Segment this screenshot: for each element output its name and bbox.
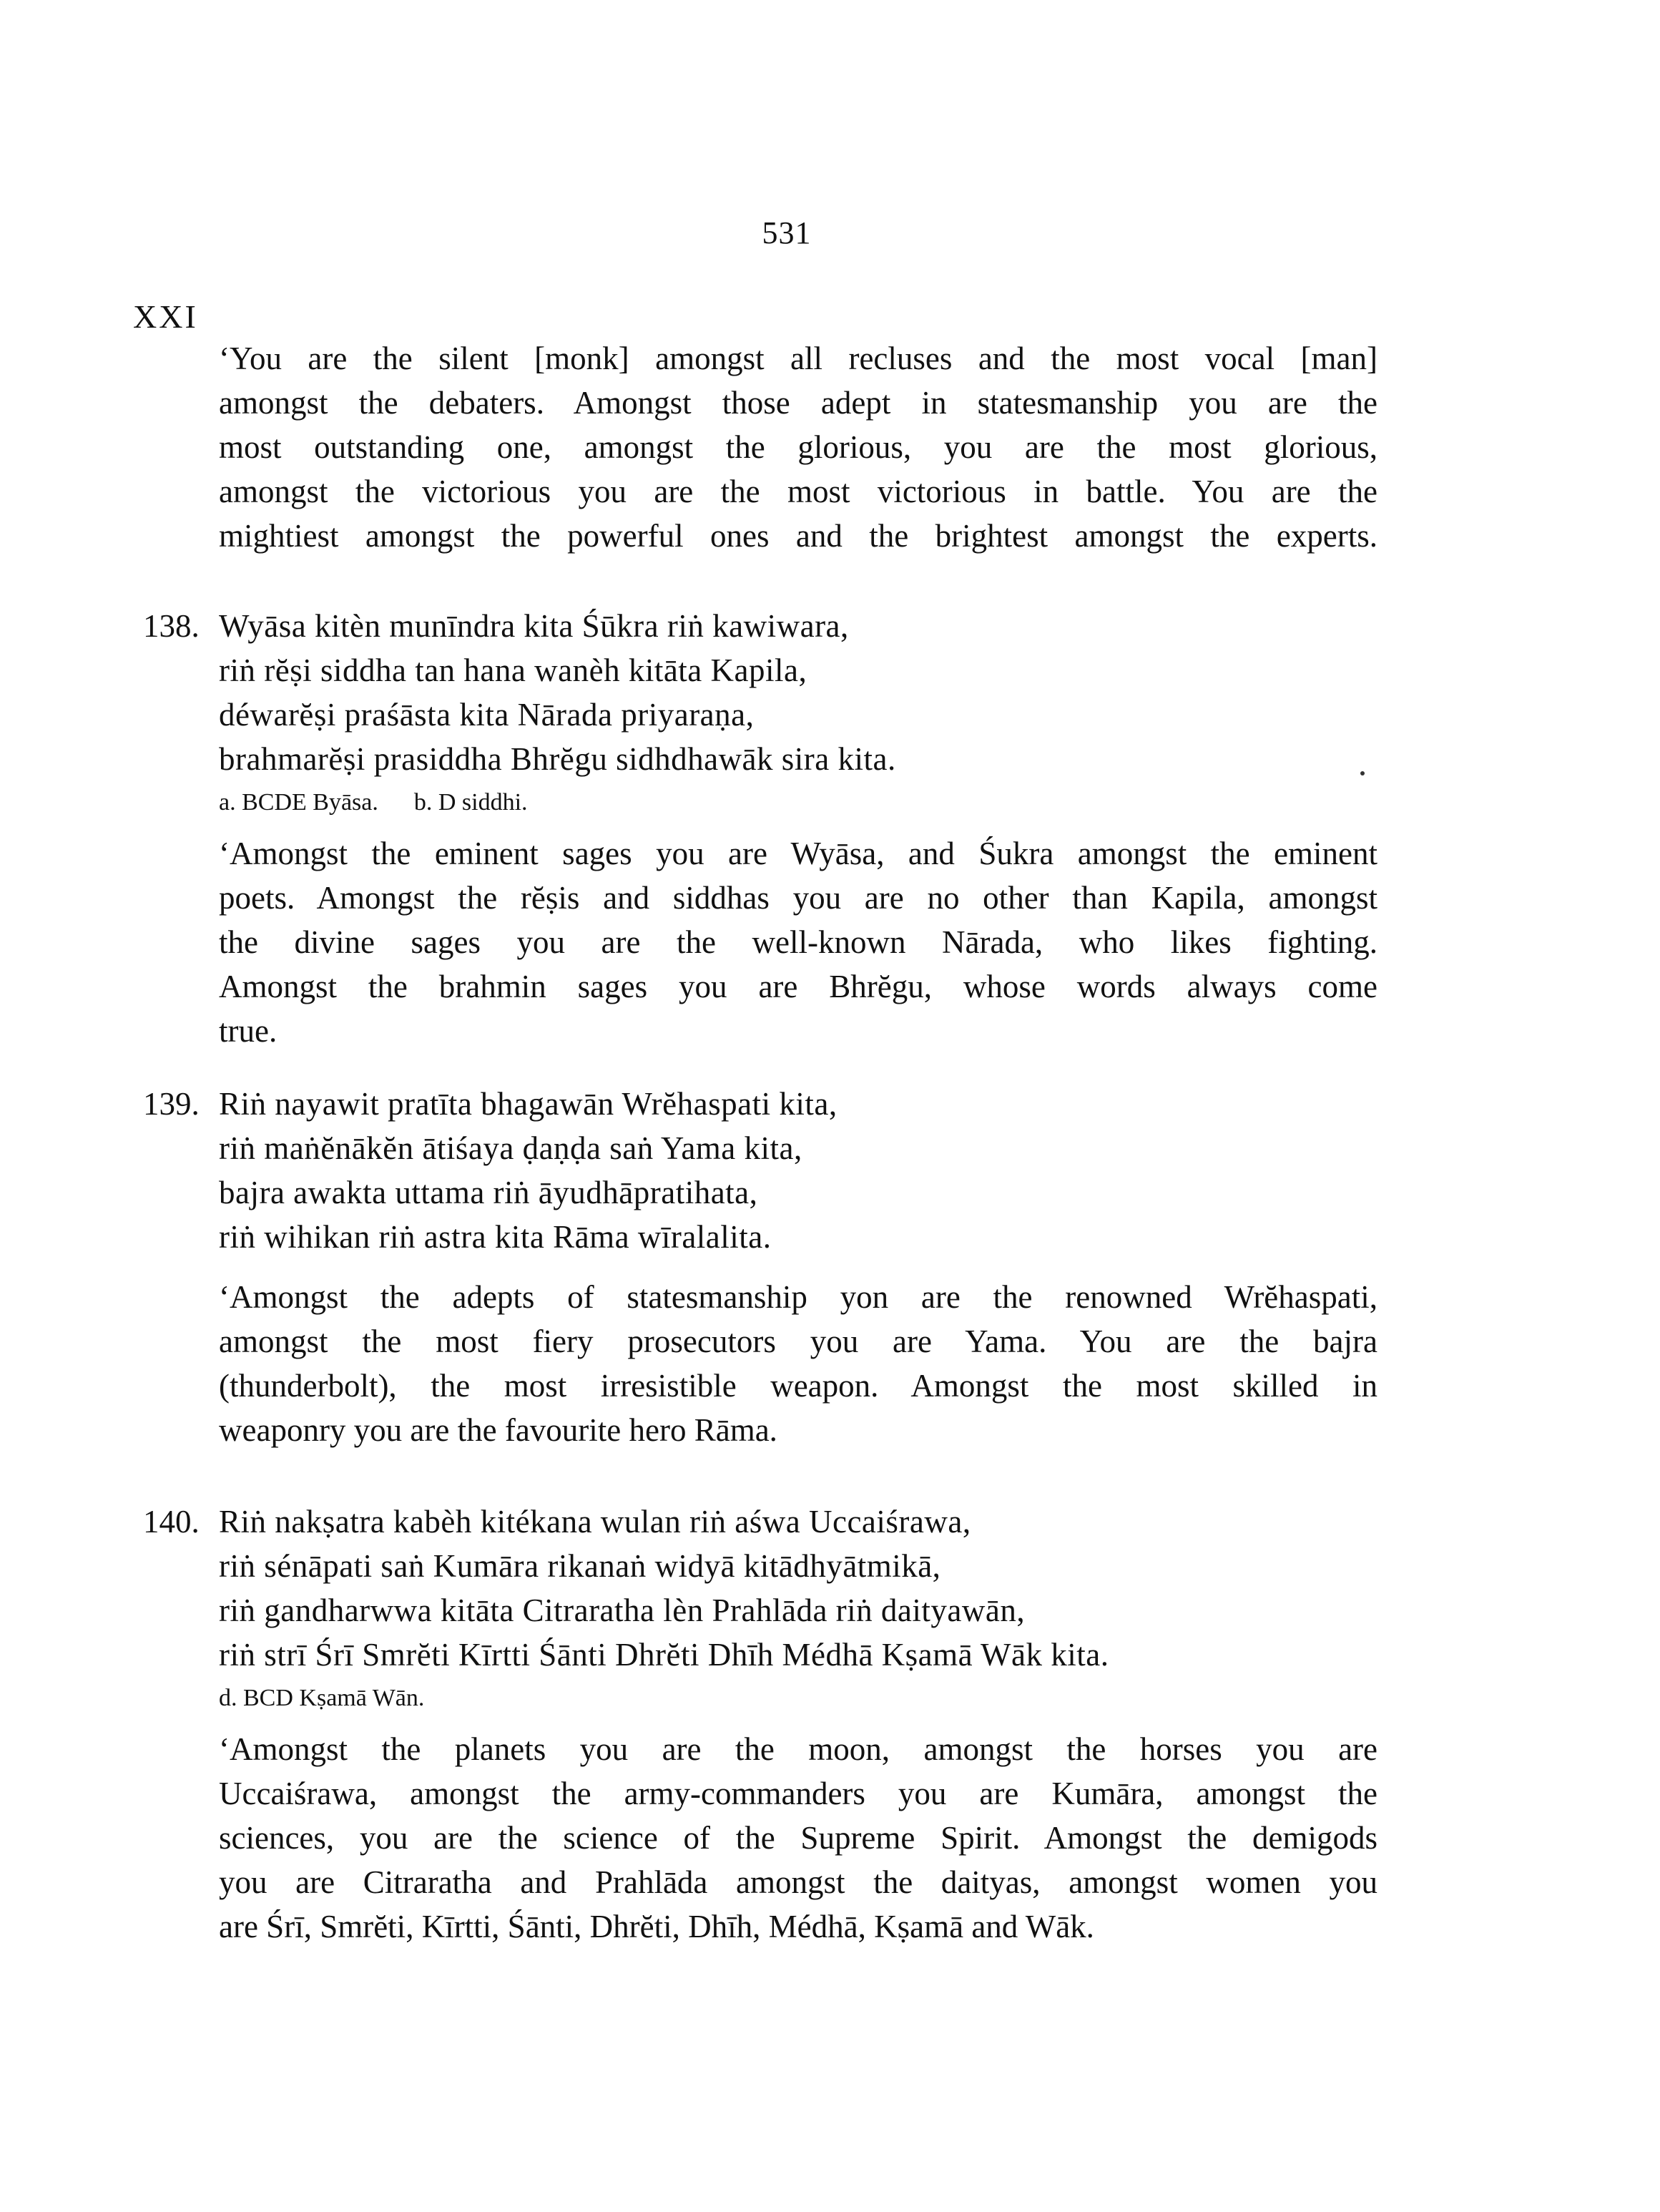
- verse-138: [143, 604, 1377, 1053]
- intro-line: ‘You are the silent [monk] amongst all recluses and the most vocal [man]: [219, 341, 1377, 376]
- verse-line: brahmarĕṣi prasiddha Bhrĕgu sidhdhawāk sira kita.: [219, 741, 896, 777]
- translation-line: ‘Amongst the eminent sages you are Wyāsa, and Śukra amongst the eminent: [219, 836, 1377, 871]
- intro-line: amongst the debaters. Amongst those adept in statesmanship you are the: [219, 385, 1377, 421]
- verse-number: 140.: [143, 1504, 200, 1540]
- intro-translation: [219, 336, 1377, 558]
- footnote: a. BCDE Byāsa.: [219, 789, 378, 816]
- verse-line: Wyāsa kitèn munīndra kita Śūkra riṅ kawiwara,: [219, 608, 849, 644]
- verse-number: 138.: [143, 608, 200, 644]
- verse-line: déwarĕṣi praśāsta kita Nārada priyaraṇa,: [219, 697, 755, 733]
- footnotes: [219, 784, 1377, 821]
- verse-line: riṅ sénāpati saṅ Kumāra rikanaṅ widyā kitādhyātmikā,: [219, 1548, 941, 1584]
- intro-line: amongst the victorious you are the most victorious in battle. You are the: [219, 474, 1377, 509]
- verse-line: bajra awakta uttama riṅ āyudhāpratihata,: [219, 1175, 758, 1210]
- verse-line: riṅ wihikan riṅ astra kita Rāma wīralalita.: [219, 1219, 772, 1255]
- page-number: 531: [762, 215, 812, 250]
- verse-140: [143, 1499, 1377, 1949]
- translation-line: poets. Amongst the rĕṣis and siddhas you are no other than Kapila, amongst: [219, 880, 1377, 916]
- verse-line: Riṅ nakṣatra kabèh kitékana wulan riṅ aśwa Uccaiśrawa,: [219, 1504, 971, 1540]
- verse-number: 139.: [143, 1086, 200, 1122]
- translation-line: Amongst the brahmin sages you are Bhrĕgu, whose words always come: [219, 969, 1377, 1004]
- translation-line: you are Citraratha and Prahlāda amongst the daityas, amongst women you: [219, 1864, 1377, 1900]
- footnote: d. BCD Kṣamā Wān.: [219, 1685, 425, 1711]
- footnotes: [219, 1680, 1377, 1717]
- verse-139: [143, 1082, 1377, 1452]
- translation-line: weaponry you are the favourite hero Rāma.: [219, 1412, 777, 1448]
- translation-line: ‘Amongst the adepts of statesmanship yon are the renowned Wrĕhaspati,: [219, 1279, 1377, 1315]
- verse-line: Riṅ nayawit pratīta bhagawān Wrĕhaspati kita,: [219, 1086, 838, 1122]
- section-heading: XXI: [133, 298, 198, 335]
- translation-line: amongst the most fiery prosecutors you are Yama. You are the bajra: [219, 1323, 1377, 1359]
- translation-line: Uccaiśrawa, amongst the army-commanders you are Kumāra, amongst the: [219, 1776, 1377, 1811]
- footnote: b. D siddhi.: [413, 789, 528, 816]
- verse-line: riṅ gandharwwa kitāta Citraratha lèn Prahlāda riṅ daityawān,: [219, 1592, 1026, 1628]
- intro-line: most outstanding one, amongst the glorious, you are the most glorious,: [219, 429, 1377, 465]
- print-speck: [1360, 771, 1365, 775]
- intro-line: mightiest amongst the powerful ones and the brightest amongst the experts.: [219, 518, 1377, 554]
- translation-line: (thunderbolt), the most irresistible weapon. Amongst the most skilled in: [219, 1368, 1377, 1404]
- verse-line: riṅ rĕṣi siddha tan hana wanèh kitāta Kapila,: [219, 652, 807, 688]
- translation-line: are Śrī, Smrĕti, Kīrtti, Śānti, Dhrĕti, Dhīh, Médhā, Kṣamā and Wāk.: [219, 1909, 1094, 1944]
- translation-line: ‘Amongst the planets you are the moon, amongst the horses you are: [219, 1731, 1377, 1767]
- translation-line: sciences, you are the science of the Supreme Spirit. Amongst the demigods: [219, 1820, 1377, 1856]
- verse-line: riṅ strī Śrī Smrĕti Kīrtti Śānti Dhrĕti Dhīh Médhā Kṣamā Wāk kita.: [219, 1637, 1109, 1673]
- verse-line: riṅ maṅĕnākĕn ātiśaya ḍaṇḍa saṅ Yama kita,: [219, 1130, 802, 1166]
- translation-line: true.: [219, 1013, 278, 1049]
- translation-line: the divine sages you are the well-known Nārada, who likes fighting.: [219, 924, 1377, 960]
